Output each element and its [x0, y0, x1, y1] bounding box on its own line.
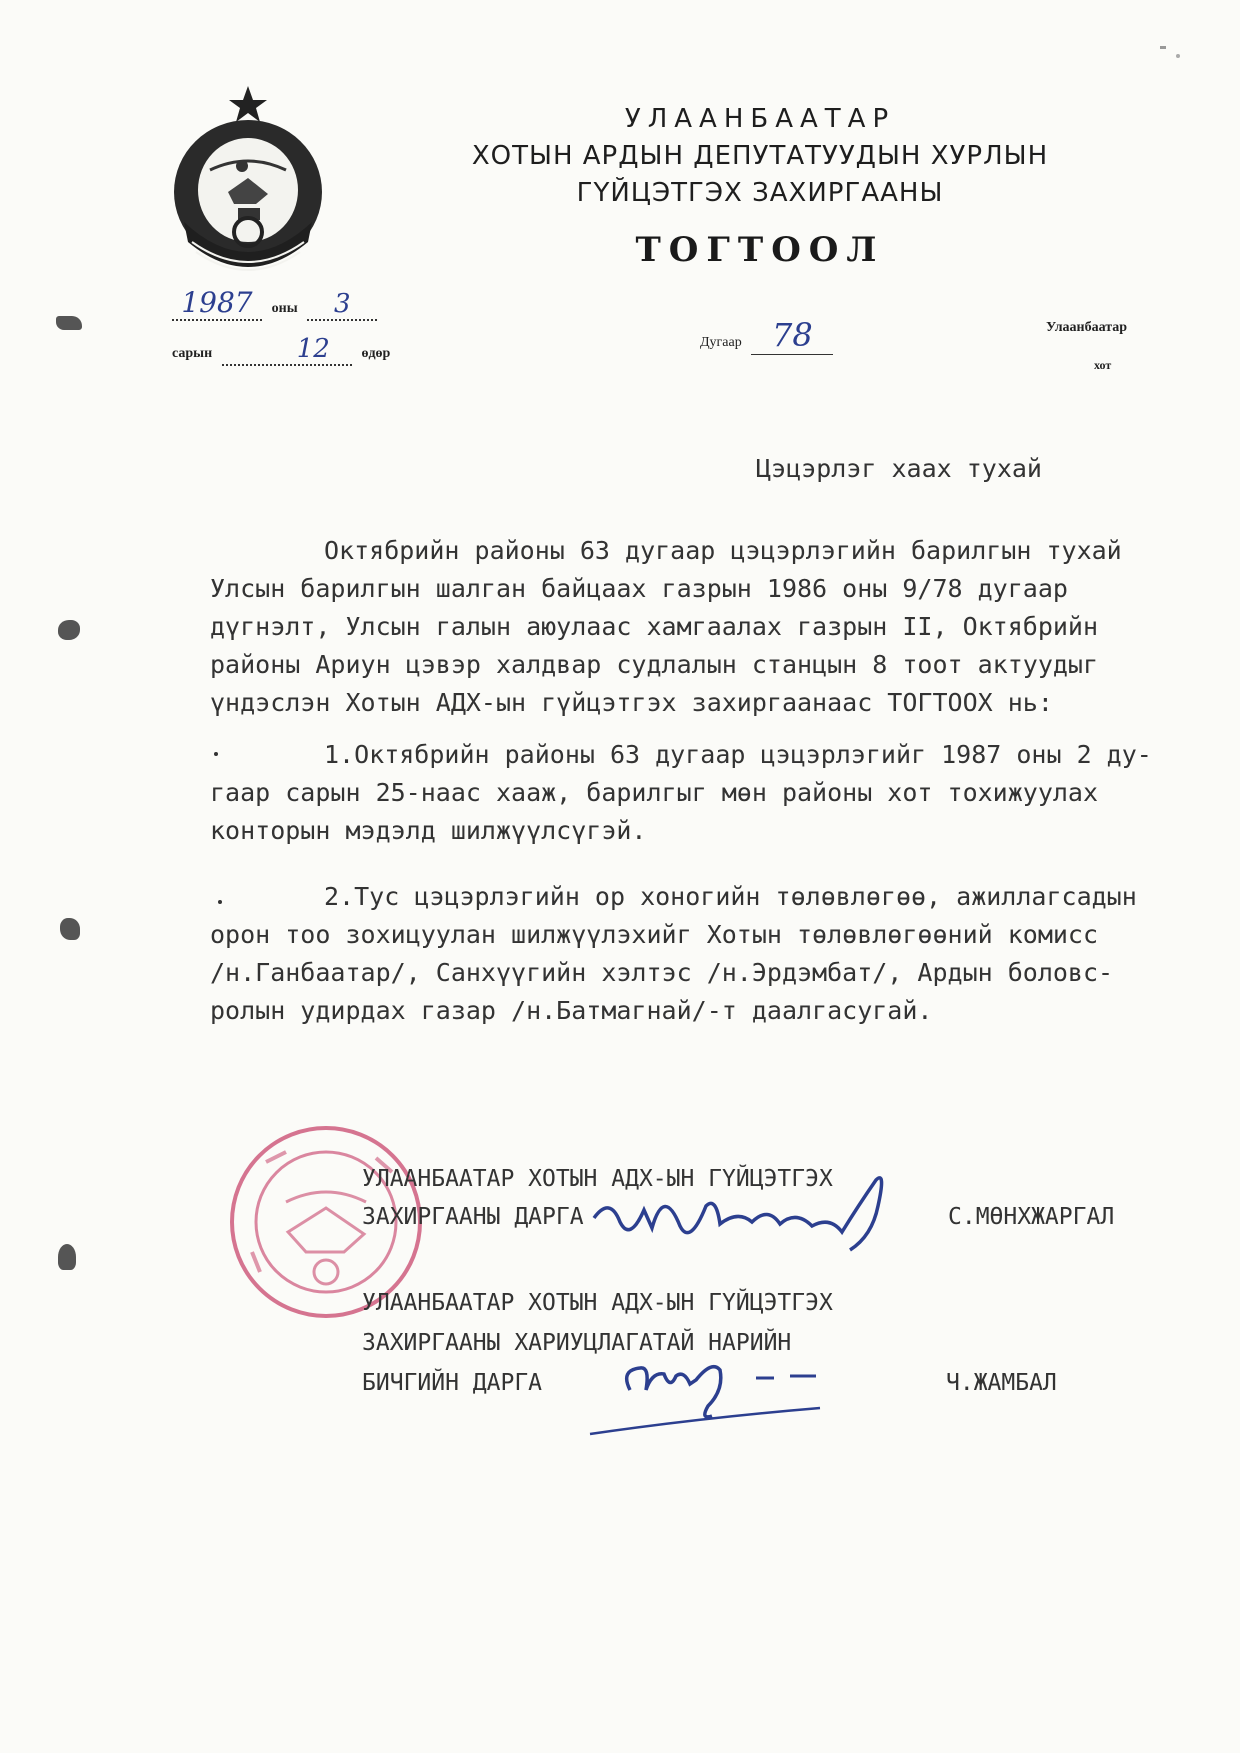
- document-number-label: Дугаар: [700, 335, 742, 350]
- margin-dot: [218, 900, 222, 904]
- document-number-row: [700, 316, 833, 355]
- intro-paragraph: [210, 532, 1122, 722]
- date-day-row: [172, 334, 390, 366]
- signature-2-name: Ч.ЖАМБАЛ: [946, 1370, 1057, 1396]
- signature-2-title-line-3: БИЧГИЙН ДАРГА: [362, 1370, 543, 1396]
- item-2-line: 2.Тус цэцэрлэгийн ор хоногийн төлөвлөгөө, ажиллагсадын: [324, 882, 1137, 911]
- binding-hole-mark: [60, 918, 80, 940]
- date-month-prefix: сарын: [172, 346, 213, 361]
- document-subject: Цэцэрлэг хаах тухай: [756, 454, 1042, 483]
- handwritten-signature-1: [590, 1166, 950, 1256]
- header-council: ХОТЫН АРДЫН ДЕПУТАТУУДЫН ХУРЛЫН: [471, 141, 1049, 171]
- header-city: УЛААНБААТАР: [624, 104, 896, 134]
- item-2-line: ролын удирдах газар /н.Батмагнай/-т даалгасугай.: [210, 996, 933, 1025]
- date-day: 12: [296, 334, 330, 364]
- date-year: 1987: [181, 286, 253, 319]
- binding-hole-mark: [58, 1244, 76, 1270]
- item-2-paragraph: [210, 878, 1137, 1030]
- signature-1-title-line-2: ЗАХИРГААНЫ ДАРГА: [362, 1204, 584, 1230]
- date-month: 3: [334, 289, 351, 319]
- intro-line: Октябрийн районы 63 дугаар цэцэрлэгийн барилгын тухай: [324, 536, 1122, 565]
- header-administration: ГҮЙЦЭТГЭХ ЗАХИРГААНЫ: [576, 178, 944, 208]
- place-suffix: хот: [1094, 358, 1112, 372]
- binding-hole-mark: [56, 316, 82, 330]
- date-year-row: [172, 286, 377, 321]
- document-number-value: 78: [772, 316, 813, 354]
- handwritten-signature-2: [580, 1350, 900, 1450]
- date-day-suffix: өдөр: [361, 346, 391, 361]
- margin-dot: [214, 752, 218, 756]
- item-2-line: орон тоо зохицуулан шилжүүлэхийг Хотын төлөвлөгөөний комисс: [210, 920, 1099, 949]
- intro-line: районы Ариун цэвэр халдвар судлалын станцын 8 тоот актуудыг: [210, 650, 1099, 679]
- corner-speck: [1176, 54, 1180, 58]
- item-1-line: 1.Октябрийн районы 63 дугаар цэцэрлэгийг 1987 оны 2 ду-: [324, 740, 1152, 769]
- corner-speck: [1160, 46, 1166, 49]
- document-title: ТОГТООЛ: [635, 230, 885, 270]
- place-city: Улаанбаатар: [1046, 320, 1128, 335]
- intro-line: дүгнэлт, Улсын галын аюулаас хамгаалах газрын II, Октябрийн: [210, 612, 1099, 641]
- intro-line: Улсын барилгын шалган байцаах газрын 1986 оны 9/78 дугаар: [210, 574, 1068, 603]
- item-1-line: гаар сарын 25-наас хааж, барилгыг мөн районы хот тохижуулах: [210, 778, 1099, 807]
- intro-line: үндэслэн Хотын АДХ-ын гүйцэтгэх захиргаанаас ТОГТООХ нь:: [210, 688, 1053, 717]
- signature-2-title-line-1: УЛААНБААТАР ХОТЫН АДХ-ЫН ГҮЙЦЭТГЭХ: [362, 1290, 833, 1316]
- item-2-line: /н.Ганбаатар/, Санхүүгийн хэлтэс /н.Эрдэмбат/, Ардын боловс-: [210, 958, 1114, 987]
- date-year-suffix: оны: [271, 301, 298, 316]
- item-1-paragraph: [210, 736, 1152, 850]
- state-emblem-icon: [168, 82, 328, 272]
- signature-2-title-line-2: ЗАХИРГААНЫ ХАРИУЦЛАГАТАЙ НАРИЙН: [362, 1330, 792, 1356]
- item-1-line: конторын мэдэлд шилжүүлсүгэй.: [210, 816, 647, 845]
- signature-1-title-line-1: УЛААНБААТАР ХОТЫН АДХ-ЫН ГҮЙЦЭТГЭХ: [362, 1166, 833, 1192]
- signature-1-name: С.МӨНХЖАРГАЛ: [948, 1204, 1115, 1230]
- binding-hole-mark: [58, 620, 80, 640]
